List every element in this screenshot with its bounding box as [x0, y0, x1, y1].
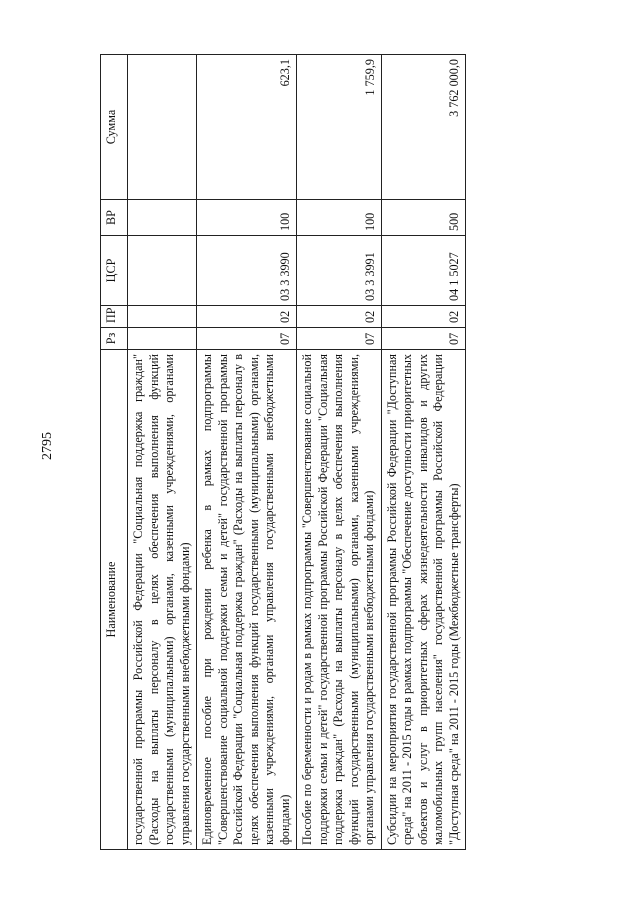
row-rz: 07 [197, 328, 297, 350]
row-csr: 03 3 3990 [197, 236, 297, 306]
row-vr: 100 [297, 200, 382, 236]
row-rz: 07 [381, 328, 466, 350]
row-rz: 07 [297, 328, 382, 350]
table-header-row [101, 55, 128, 850]
budget-table [100, 54, 466, 850]
row-vr [128, 200, 197, 236]
row-rz [128, 328, 197, 350]
rotated-table-wrapper [100, 55, 600, 850]
table-row [381, 55, 466, 850]
table-row [297, 55, 382, 850]
row-vr: 100 [197, 200, 297, 236]
row-csr: 04 1 5027 [381, 236, 466, 306]
row-csr: 03 3 3991 [297, 236, 382, 306]
header-rz: Рз [101, 328, 128, 350]
row-name: Субсидии на мероприятия государственной программы Российской Федерации "Доступная среда" на 2011 - 2015 годы в рамках подпрограммы "Обеспечение доступности приоритетных объектов и услуг в приоритетных сферах жизнедеятельности инвалидов и других маломобильных групп населения" государственной программы Российской Федерации "Доступная среда" на 2011 - 2015 годы (Межбюджетные трансферты) [381, 350, 466, 850]
table-row [197, 55, 297, 850]
table-row [128, 55, 197, 850]
row-sum: 1 759,9 [297, 55, 382, 200]
header-csr: ЦСР [101, 236, 128, 306]
header-pr: ПР [101, 306, 128, 328]
page-number: 2795 [40, 432, 55, 460]
row-sum [128, 55, 197, 200]
row-pr [128, 306, 197, 328]
row-sum: 623,1 [197, 55, 297, 200]
row-sum: 3 762 000,0 [381, 55, 466, 200]
header-name: Наименование [101, 350, 128, 850]
row-pr: 02 [297, 306, 382, 328]
row-name: государственной программы Российской Федерации "Социальная поддержка граждан" (Расходы на выплаты персоналу в целях обеспечения выполнения функций государственными (муниципальными) органами, казенными учреждениями, органами управления государственными внебюджетными фондами) [128, 350, 197, 850]
header-sum: Сумма [101, 55, 128, 200]
header-vr: ВР [101, 200, 128, 236]
row-vr: 500 [381, 200, 466, 236]
row-csr [128, 236, 197, 306]
row-name: Единовременное пособие при рождении ребенка в рамках подпрограммы "Совершенствование социальной поддержки семьи и детей" государственной программы Российской Федерации "Социальная поддержка граждан" (Расходы на выплаты персоналу в целях обеспечения выполнения функций государственными (муниципальными) органами, казенными учреждениями, органами управления государственными внебюджетными фондами) [197, 350, 297, 850]
row-pr: 02 [197, 306, 297, 328]
row-name: Пособие по беременности и родам в рамках подпрограммы "Совершенствование социальной поддержки семьи и детей" государственной программы Российской Федерации "Социальная поддержка граждан" (Расходы на выплаты персоналу в целях обеспечения выполнения функций государственными (муниципальными) органами, казенными учреждениями, органами управления государственными внебюджетными фондами) [297, 350, 382, 850]
row-pr: 02 [381, 306, 466, 328]
